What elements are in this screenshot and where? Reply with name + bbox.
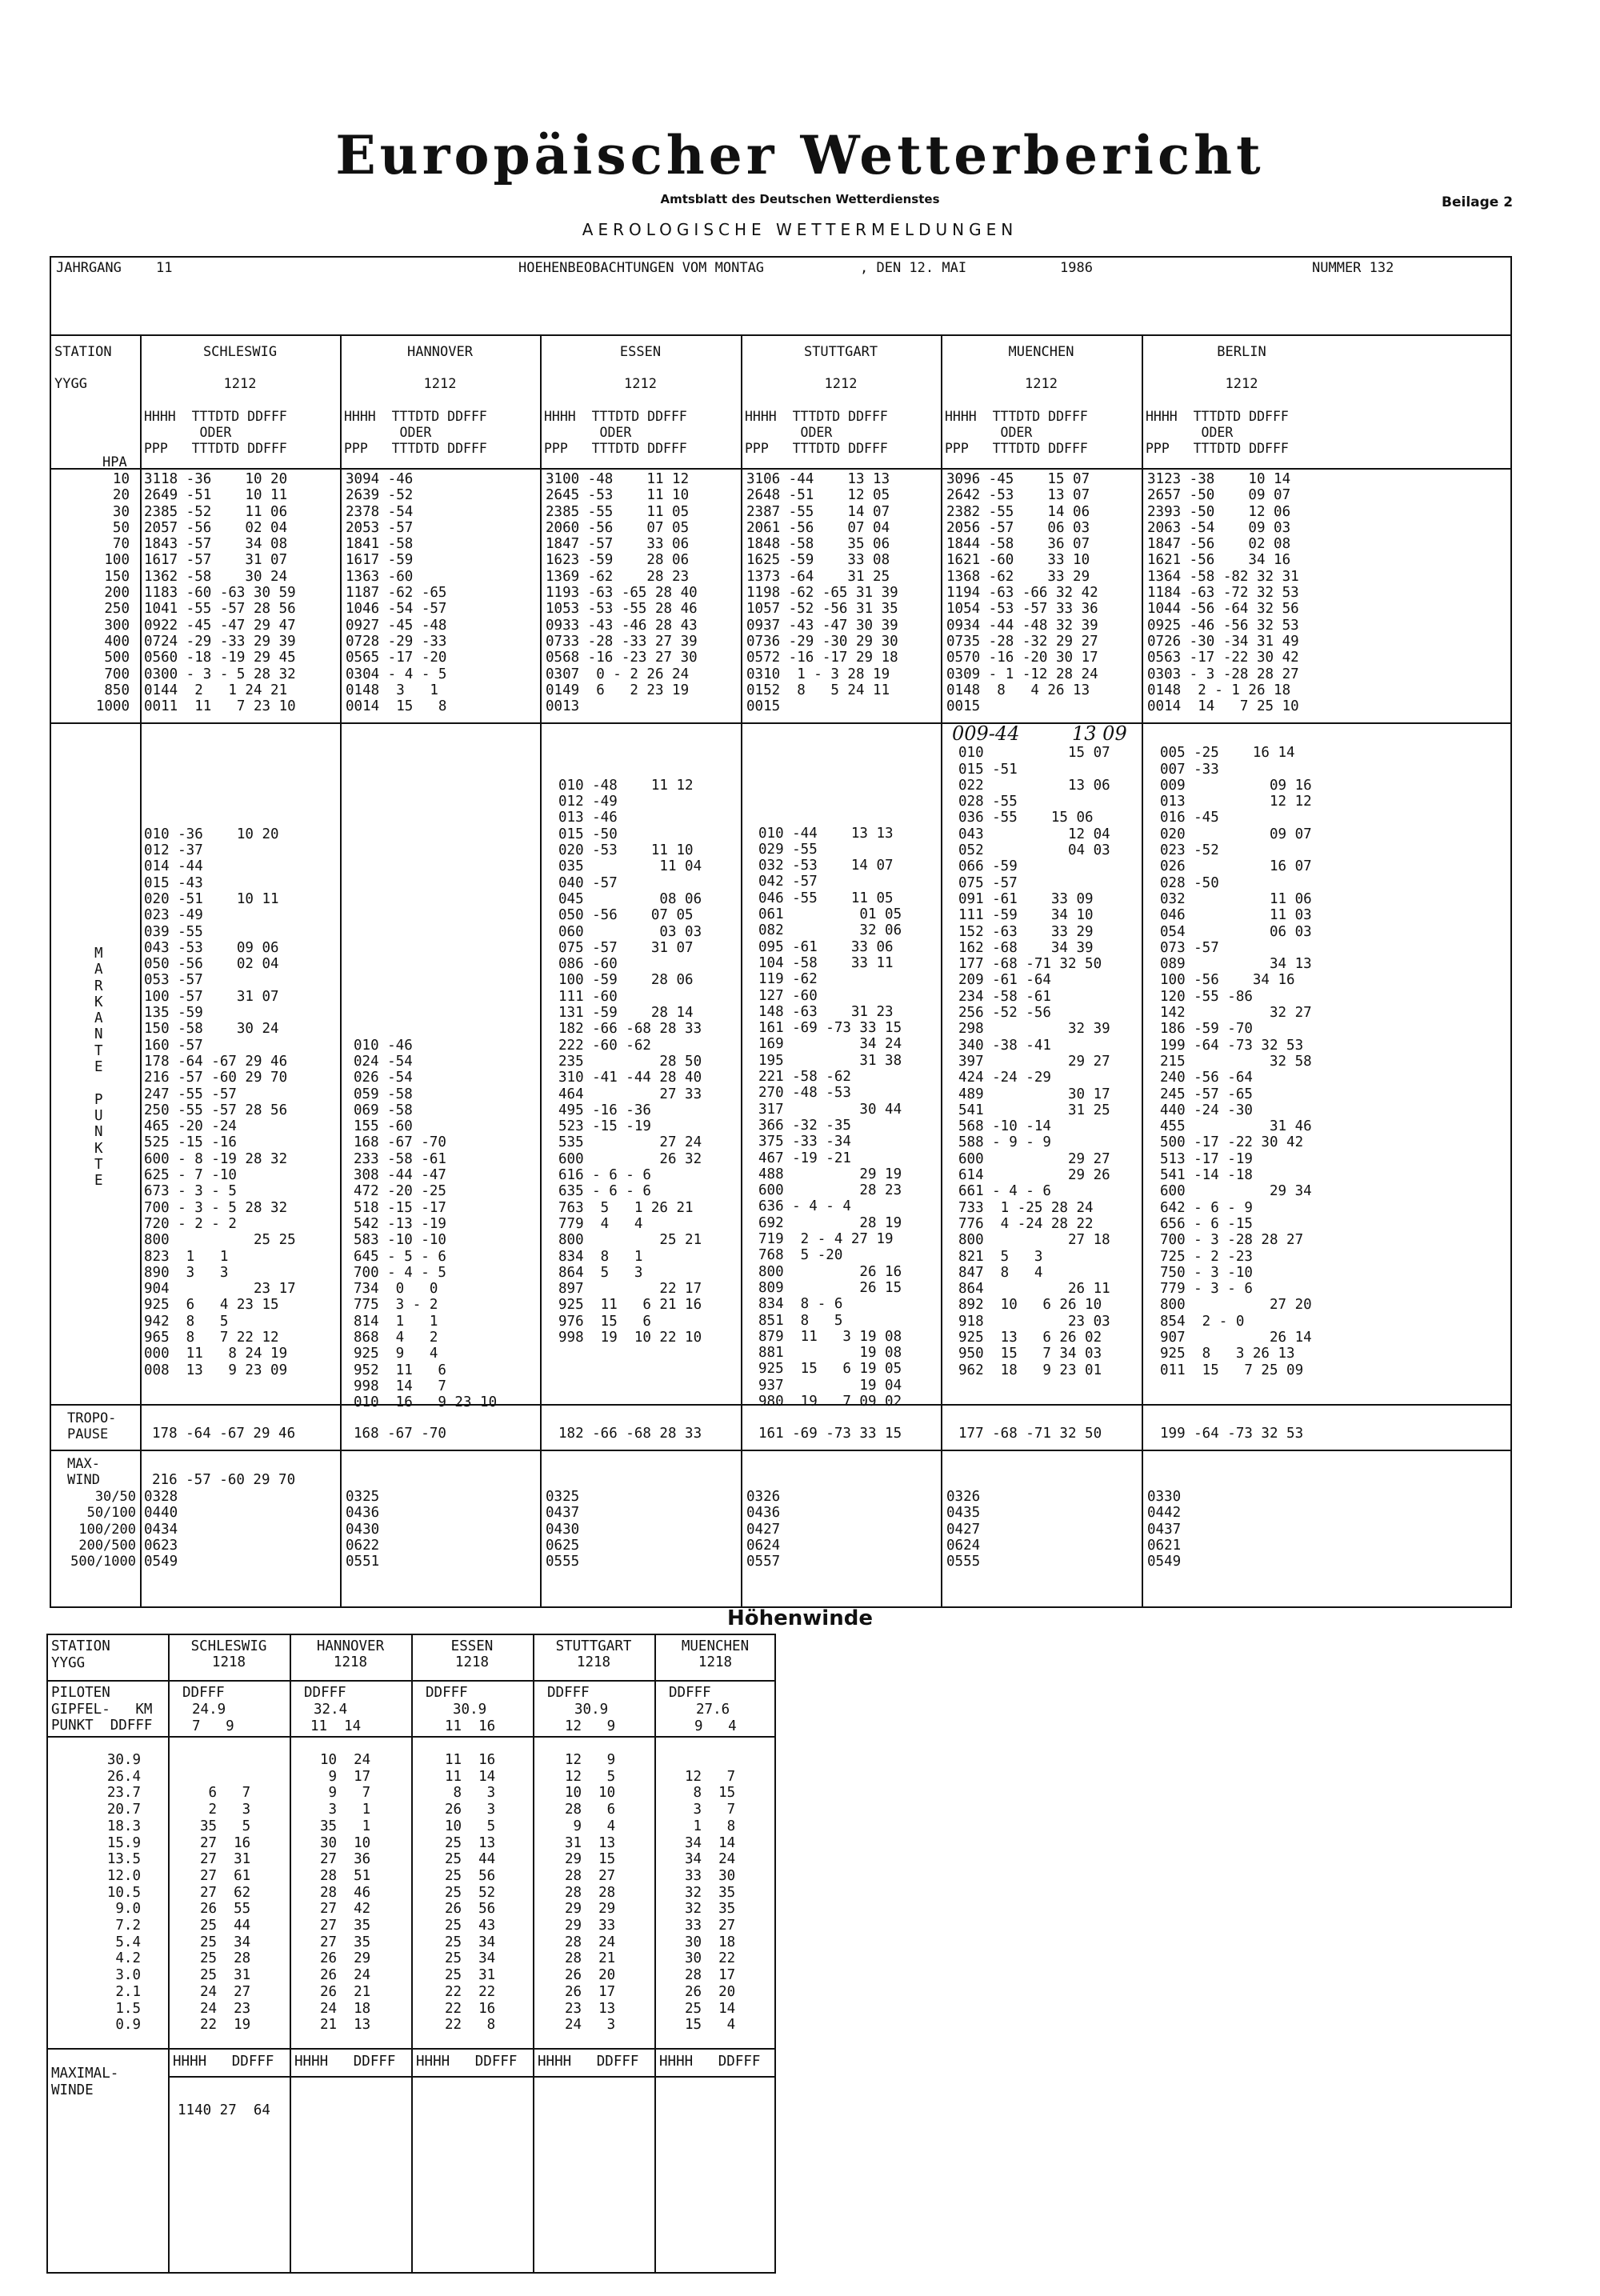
hw-station-yygg: 1218 [698,1654,733,1670]
subtitle: Amtsblatt des Deutschen Wetterdienstes [660,192,940,206]
station-yygg: 1212 [423,376,457,392]
tropopause-values: 178 -64 -67 29 46 [152,1426,296,1442]
hw-gipfel-km: 27.6 [696,1702,730,1718]
column-header-oder: ODER [544,425,632,440]
significant-levels: 010 -48 11 12 012 -49 013 -46 015 -50 020 -53 11 10 035 11 04 040 -57 045 08 06 050 -56 07 05 060 03 03 075 -57 31 07 086 -60 100 -59 28 06 111 -60 131 -59 28 14 182 -66 -68 28 33 222 -60 -62 235 28 50 310 -41 -44 28 40 464 27 33 495 -16 -36 523 -15 -19 535 27 24 600 26 32 616 - 6 - 6 635 - 6 - 6 763 5 1 26 21 779 4 4 800 25 21 834 8 1 864 5 3 897 22 17 925 11 6 21 16 976 15 6 998 19 10 22 10 [558,777,702,1346]
hw-max-header: HHHH DDFFF [416,2054,518,2070]
tropopause-values: 161 -69 -73 33 15 [758,1426,902,1442]
hw-ddfff: DDFFF [304,1685,346,1701]
standard-levels: 3123 -38 10 14 2657 -50 09 07 2393 -50 12 06 2063 -54 09 03 1847 -56 02 08 1621 -56 34 16 1364 -58 -82 32 31 1184 -63 -72 32 53 1044 -56 -64 32 56 0925 -46 -56 32 53 0726 -30 -34 31 49 0563 -17 -22 30 42 0303 - 3 -28 28 27 0148 2 - 1 26 18 0014 14 7 25 10 [1147,471,1299,715]
tropopause-label: TROPO- PAUSE [67,1410,117,1442]
column-header: HHHH TTTDTD DDFFF [945,409,1088,424]
beilage-label: Beilage 2 [1442,194,1514,210]
hw-ddfff: DDFFF [426,1685,468,1701]
maxwind-label: MAX- WIND [67,1456,100,1488]
hw-max-header: HHHH DDFFF [538,2054,639,2070]
hw-maxwinde-label: MAXIMAL- WINDE [51,2066,119,2098]
hw-winds: 12 9 12 5 10 10 28 6 9 4 31 13 29 15 28 27 28 28 29 29 29 33 28 24 28 21 26 20 26 17 23 13 24 3 [565,1752,616,2034]
section-title: AEROLOGISCHE WETTERMELDUNGEN [582,220,1018,239]
standard-levels: 3106 -44 13 13 2648 -51 12 05 2387 -55 14 07 2061 -56 07 04 1848 -58 35 06 1625 -59 33 08 1373 -64 31 25 1198 -62 -65 31 39 1057 -52 -56 31 35 0937 -43 -47 30 39 0736 -29 -30 29 30 0572 -16 -17 29 18 0310 1 - 3 28 19 0152 8 5 24 11 0015 [746,471,898,715]
hw-max-header: HHHH DDFFF [294,2054,396,2070]
column-header-ppp: PPP TTTDTD DDFFF [745,441,888,456]
page-title: Europäischer Wetterbericht [335,124,1265,186]
column-header-oder: ODER [344,425,432,440]
station-name: HANNOVER [407,344,473,360]
column-header-oder: ODER [945,425,1033,440]
hw-winds: 11 16 11 14 8 3 26 3 10 5 25 13 25 44 25 56 25 52 26 56 25 43 25 34 25 34 25 31 22 22 22 16 22 8 [445,1752,496,2034]
column-header: HHHH TTTDTD DDFFF [745,409,888,424]
column-header-oder: ODER [1146,425,1234,440]
standard-levels: 3118 -36 10 20 2649 -51 10 11 2385 -52 11 06 2057 -56 02 04 1843 -57 34 08 1617 -57 31 07 1362 -58 30 24 1183 -60 -63 30 59 1041 -55 -57 28 56 0922 -45 -47 29 47 0724 -29 -33 29 39 0560 -18 -19 29 45 0300 - 3 - 5 28 32 0144 2 1 24 21 0011 11 7 23 10 [144,471,296,715]
column-header-ppp: PPP TTTDTD DDFFF [1146,441,1289,456]
hw-station-name: HANNOVER [316,1638,385,1654]
column-header-ppp: PPP TTTDTD DDFFF [344,441,487,456]
hw-ddfff: DDFFF [182,1685,225,1701]
column-header-ppp: PPP TTTDTD DDFFF [144,441,287,456]
shear-values: 0326 0436 0427 0624 0557 [746,1489,781,1570]
shear-values: 0325 0436 0430 0622 0551 [346,1489,380,1570]
hw-station-name: ESSEN [450,1638,494,1654]
yygg-label: YYGG [54,376,87,392]
hw-gipfel-km: 30.9 [574,1702,609,1718]
hw-gipfel-km: 30.9 [453,1702,487,1718]
station-yygg: 1212 [1025,376,1058,392]
column-header: HHHH TTTDTD DDFFF [544,409,687,424]
hw-gipfel-km: 32.4 [314,1702,348,1718]
hw-station-yygg: 1218 [454,1654,490,1670]
hw-max-header: HHHH DDFFF [659,2054,761,2070]
significant-levels: 010 -44 13 13 029 -55 032 -53 14 07 042 -57 046 -55 11 05 061 01 05 082 32 06 095 -61 33 06 104 -58 33 11 119 -62 127 -60 148 -63 31 23 161 -69 -73 33 15 169 34 24 195 31 38 221 -58 -62 270 -48 -53 317 30 44 366 -32 -35 375 -33 -34 467 -19 -21 488 29 19 600 28 23 636 - 4 - 4 692 28 19 719 2 - 4 27 19 768 5 -20 800 26 16 809 26 15 834 8 - 6 851 8 5 879 11 3 19 08 881 19 08 925 15 6 19 05 937 19 04 980 19 7 09 02 [758,825,902,1410]
hw-ddfff: DDFFF [547,1685,590,1701]
hw-station-yygg: 1218 [576,1654,611,1670]
hw-gipfel-ddfff: 9 4 [694,1718,737,1734]
station-yygg: 1212 [223,376,257,392]
hw-station-name: STUTTGART [555,1638,632,1654]
hw-heights: 30.9 26.4 23.7 20.7 18.3 15.9 13.5 12.0 10.5 9.0 7.2 5.4 4.2 3.0 2.1 1.5 0.9 [106,1752,141,2034]
significant-levels: 010 15 07 015 -51 022 13 06 028 -55 036 -55 15 06 043 12 04 052 04 03 066 -59 075 -57 091 -61 33 09 111 -59 34 10 152 -63 33 29 162 -68 34 39 177 -68 -71 32 50 209 -61 -64 234 -58 -61 256 -52 -56 298 32 39 340 -38 -41 397 29 27 424 -24 -29 489 30 17 541 31 25 568 -10 -14 588 - 9 - 9 600 29 27 614 29 26 661 - 4 - 6 733 1 -25 28 24 776 4 -24 28 22 800 27 18 821 5 3 847 8 4 864 26 11 892 10 6 26 10 918 23 03 925 13 6 26 02 950 15 7 34 03 962 18 9 23 01 [958,745,1110,1378]
tropopause-values: 199 -64 -73 32 53 [1160,1426,1304,1442]
shear-values: 0325 0437 0430 0625 0555 [546,1489,580,1570]
standard-levels: 3100 -48 11 12 2645 -53 11 10 2385 -55 11 05 2060 -56 07 05 1847 -57 33 06 1623 -59 28 06 1369 -62 28 23 1193 -63 -65 28 40 1053 -53 -55 28 46 0933 -43 -46 28 43 0733 -28 -33 27 39 0568 -16 -23 27 30 0307 0 - 2 26 24 0149 6 2 23 19 0013 [546,471,698,715]
column-header: HHHH TTTDTD DDFFF [344,409,487,424]
tropopause-values: 168 -67 -70 [354,1426,446,1442]
jahrgang-label: JAHRGANG [56,260,122,276]
pressure-levels: 10 20 30 50 70 100 150 200 250 300 400 500 700 850 1000 [95,471,130,715]
hw-max-values: 1140 27 64 [178,2102,270,2118]
hw-gipfel-ddfff: 11 14 [310,1718,362,1734]
hw-winds: 12 7 8 15 3 7 1 8 34 14 34 24 33 30 32 35 32 35 33 27 30 18 30 22 28 17 26 20 25 14 15 4 [685,1768,736,2034]
shear-values: 0328 0440 0434 0623 0549 [144,1489,178,1570]
tropopause-values: 182 -66 -68 28 33 [558,1426,702,1442]
station-name: STUTTGART [803,344,878,360]
hpa-label: HPA [102,454,127,470]
significant-levels: 010 -46 024 -54 026 -54 059 -58 069 -58 155 -60 168 -67 -70 233 -58 -61 308 -44 -47 472 -20 -25 518 -15 -17 542 -13 -19 583 -10 -10 645 - 5 - 6 700 - 4 - 5 734 0 0 775 3 - 2 814 1 1 868 4 2 925 9 4 952 11 6 998 14 7 010 16 9 23 10 [354,1037,498,1411]
hw-piloten-label: PILOTEN GIPFEL- KM PUNKT DDFFF [51,1685,153,1734]
observation-date: , DEN 12. MAI [860,260,967,276]
hw-station-yygg: 1218 [333,1654,368,1670]
station-name: BERLIN [1217,344,1266,360]
standard-levels: 3096 -45 15 07 2642 -53 13 07 2382 -55 14 06 2056 -57 06 03 1844 -58 36 07 1621 -60 33 10 1368 -62 33 29 1194 -63 -66 32 42 1054 -53 -57 33 36 0934 -44 -48 32 39 0735 -28 -32 29 27 0570 -16 -20 30 17 0309 - 1 -12 28 24 0148 8 4 26 13 0015 [946,471,1098,715]
handwritten-note-1: 009-44 [952,722,1020,745]
shear-values: 0326 0435 0427 0624 0555 [946,1489,981,1570]
column-header-ppp: PPP TTTDTD DDFFF [544,441,687,456]
column-header-oder: ODER [745,425,833,440]
marked-points-label: M A R K A N T E P U N K T E [94,946,103,1190]
hw-winds: 10 24 9 17 9 7 3 1 35 1 30 10 27 36 28 51 28 46 27 42 27 35 27 35 26 29 26 24 26 21 24 18 21 13 [320,1752,371,2034]
handwritten-note-2: 13 09 [1072,722,1127,745]
maxwind-values: 216 -57 -60 29 70 [152,1472,296,1488]
observation-year: 1986 [1060,260,1093,276]
hw-gipfel-ddfff: 12 9 [565,1718,616,1734]
tropopause-values: 177 -68 -71 32 50 [958,1426,1102,1442]
hw-max-header: HHHH DDFFF [173,2054,274,2070]
column-header: HHHH TTTDTD DDFFF [1146,409,1289,424]
significant-levels: 005 -25 16 14 007 -33 009 09 16 013 12 12 016 -45 020 09 07 023 -52 026 16 07 028 -50 032 11 06 046 11 03 054 06 03 073 -57 089 34 13 100 -56 34 16 120 -55 -86 142 32 27 186 -59 -70 199 -64 -73 32 53 215 32 58 240 -56 -64 245 -57 -65 440 -24 -30 455 31 46 500 -17 -22 30 42 513 -17 -19 541 -14 -18 600 29 34 642 - 6 - 9 656 - 6 -15 700 - 3 -28 28 27 725 - 2 -23 750 - 3 -10 779 - 3 - 6 800 27 20 854 2 - 0 907 26 14 925 8 3 26 13 011 15 7 25 09 [1160,745,1312,1378]
station-name: SCHLESWIG [202,344,278,360]
column-header-ppp: PPP TTTDTD DDFFF [945,441,1088,456]
shear-values: 0330 0442 0437 0621 0549 [1147,1489,1182,1570]
column-header: HHHH TTTDTD DDFFF [144,409,287,424]
jahrgang-value: 11 [156,260,173,276]
issue-number: NUMMER 132 [1312,260,1394,276]
station-yygg: 1212 [1225,376,1258,392]
station-name: ESSEN [619,344,662,360]
observation-title: HOEHENBEOBACHTUNGEN VOM MONTAG [518,260,765,276]
hw-station-name: SCHLESWIG [190,1638,267,1654]
hw-winds: 6 7 2 3 35 5 27 16 27 31 27 61 27 62 26 55 25 44 25 34 25 28 25 31 24 27 24 23 22 19 [200,1785,251,2034]
significant-levels: 010 -36 10 20 012 -37 014 -44 015 -43 020 -51 10 11 023 -49 039 -55 043 -53 09 06 050 -56 02 04 053 -57 100 -57 31 07 135 -59 150 -58 30 24 160 -57 178 -64 -67 29 46 216 -57 -60 29 70 247 -55 -57 250 -55 -57 28 56 465 -20 -24 525 -15 -16 600 - 8 -19 28 32 625 - 7 -10 673 - 3 - 5 700 - 3 - 5 28 32 720 - 2 - 2 800 25 25 823 1 1 890 3 3 904 23 17 925 6 4 23 15 942 8 5 965 8 7 22 12 000 11 8 24 19 008 13 9 23 09 [144,826,296,1378]
standard-levels: 3094 -46 2639 -52 2378 -54 2053 -57 1841 -58 1617 -59 1363 -60 1187 -62 -65 1046 -54 -57 0927 -45 -48 0728 -29 -33 0565 -17 -20 0304 - 4 - 5 0148 3 1 0014 15 8 [346,471,447,715]
hw-ddfff: DDFFF [669,1685,711,1701]
hw-gipfel-ddfff: 11 16 [445,1718,496,1734]
hw-gipfel-ddfff: 7 9 [192,1718,234,1734]
hoehenwinde-title: Höhenwinde [727,1606,873,1630]
station-label: STATION [54,344,112,360]
station-yygg: 1212 [824,376,858,392]
hw-station-yygg: 1218 [211,1654,246,1670]
station-name: MUENCHEN [1008,344,1074,360]
station-yygg: 1212 [624,376,657,392]
column-header-oder: ODER [144,425,232,440]
hw-station-name: MUENCHEN [681,1638,750,1654]
hw-gipfel-km: 24.9 [192,1702,226,1718]
shear-labels: 30/50 50/100 100/200 200/500 500/1000 [70,1489,136,1570]
hw-station-label: STATION YYGG [51,1638,110,1671]
